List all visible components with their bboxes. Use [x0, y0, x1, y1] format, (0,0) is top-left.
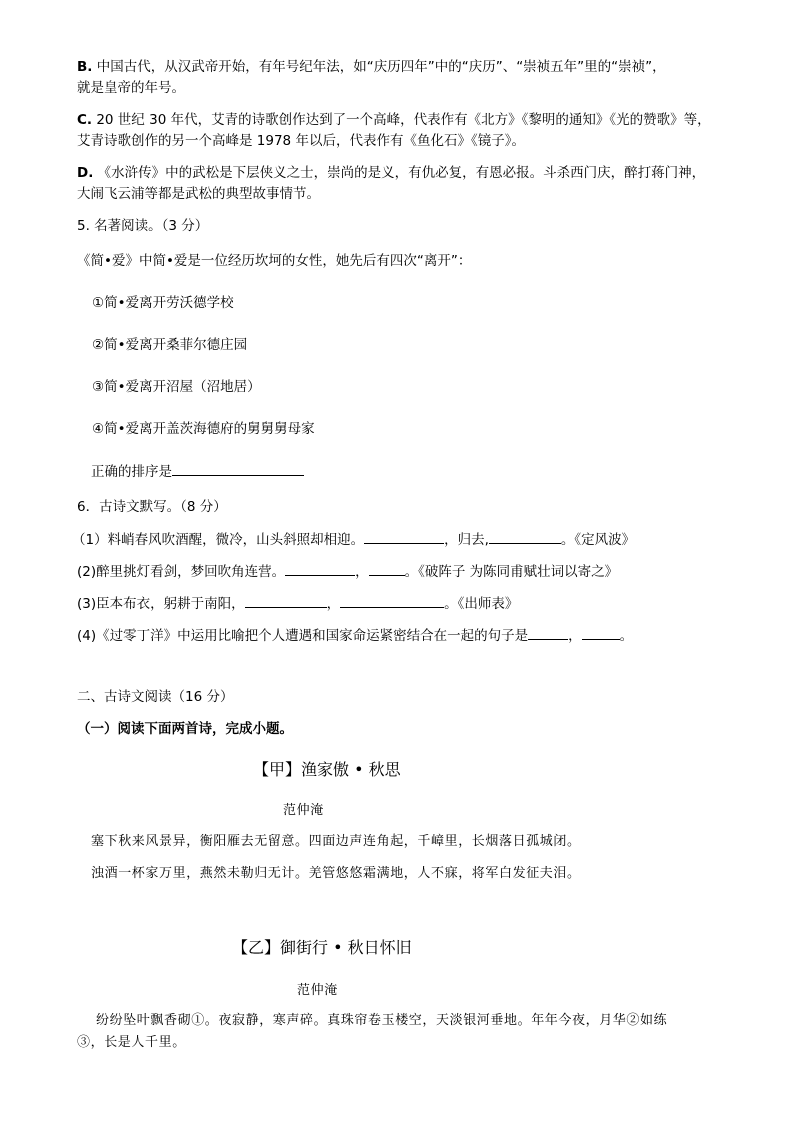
section-2-instruction: （一）阅读下面两首诗，完成小题。	[77, 721, 293, 737]
q5-answer-row	[91, 461, 304, 482]
q6-blank[interactable]	[528, 625, 568, 640]
option-c-letter: C.	[77, 112, 93, 128]
q6-item-4	[77, 625, 633, 646]
option-b-letter: B.	[77, 59, 93, 75]
q6-item-1-mid: ，归去,	[444, 532, 489, 548]
q5-answer-prompt: 正确的排序是	[91, 464, 172, 480]
q5-item: ②简•爱离开桑菲尔德庄园	[92, 337, 248, 353]
q5-item: ①简•爱离开劳沃德学校	[92, 295, 234, 311]
poem-a-author: 范仲淹	[283, 803, 324, 818]
option-b-line-2: 就是皇帝的年号。	[77, 80, 185, 96]
poem-a-line-2: 浊酒一杯家万里，燕然未勒归无计。羌管悠悠霜满地，人不寐，将军白发征夫泪。	[91, 866, 581, 881]
q6-item-1-source: 。《定风波》	[560, 532, 636, 548]
q6-item-4-text: (4)《过零丁洋》中运用比喻把个人遭遇和国家命运紧密结合在一起的句子是	[77, 628, 529, 644]
option-d-line-2: 大闹飞云浦等都是武松的典型故事情节。	[77, 186, 320, 202]
q6-item-3	[77, 593, 518, 614]
q6-item-3-text: (3)臣本布衣，躬耕于南阳，	[77, 596, 245, 612]
q5-intro: 《简•爱》中简•爱是一位经历坎坷的女性，她先后有四次“离开”：	[77, 253, 472, 269]
q6-blank[interactable]	[245, 593, 327, 608]
q6-item-1-text: （1）料峭春风吹酒醒，微冷，山头斜照却相迎。	[72, 532, 365, 548]
q6-item-4-end: 。	[619, 628, 634, 644]
q6-blank[interactable]	[285, 561, 355, 576]
q5-heading: 5. 名著阅读。（3 分）	[77, 218, 209, 234]
option-b-text-1: 中国古代，从汉武帝开始，有年号纪年法，如“庆历四年”中的“庆历”、“崇祯五年”里的“崇祯”，	[92, 59, 666, 75]
option-d-text-1: 《水浒传》中的武松是下层侠义之士，崇尚的是义，有仇必复，有恩必报。斗杀西门庆，醉打蒋门神，	[93, 165, 706, 181]
poem-b-title: 【乙】御街行 • 秋日怀旧	[232, 938, 412, 957]
poem-a-title: 【甲】渔家傲 • 秋思	[253, 760, 401, 779]
option-d-letter: D.	[77, 165, 94, 181]
q6-item-1	[72, 529, 635, 550]
q6-item-2-text: (2)醉里挑灯看剑，梦回吹角连营。	[77, 564, 286, 580]
q6-item-4-mid: ，	[568, 628, 582, 644]
poem-a-line-1: 塞下秋来风景异，衡阳雁去无留意。四面边声连角起，千嶂里，长烟落日孤城闭。	[91, 834, 581, 849]
section-2-heading: 二、古诗文阅读（16 分）	[77, 689, 234, 705]
poem-b-author: 范仲淹	[297, 983, 338, 998]
q6-heading: 6．古诗文默写。（8 分）	[77, 499, 227, 515]
option-c-line-1	[77, 110, 711, 130]
q6-blank[interactable]	[582, 625, 620, 640]
q5-answer-blank[interactable]	[172, 461, 304, 476]
poem-b-line-2: ③，长是人千里。	[77, 1035, 186, 1050]
q6-blank[interactable]	[369, 561, 405, 576]
option-c-line-2: 艾青诗歌创作的另一个高峰是 1978 年以后，代表作有《鱼化石》《镜子》。	[77, 133, 525, 149]
q6-item-3-source: 。《出师表》	[444, 596, 519, 612]
option-c-text-1: 20 世纪 30 年代，艾青的诗歌创作达到了一个高峰，代表作有《北方》《黎明的通知》《光的赞歌》等，	[92, 112, 711, 128]
option-b-line-1	[77, 57, 666, 77]
q6-blank[interactable]	[364, 529, 444, 544]
q5-item: ③简•爱离开沼屋（沼地居）	[92, 379, 261, 395]
option-d-line-1	[77, 163, 705, 183]
q6-item-3-mid: ，	[326, 596, 341, 612]
q6-item-2-source: 。《破阵子 为陈同甫赋壮词以寄之》	[404, 564, 619, 580]
q6-blank[interactable]	[340, 593, 444, 608]
q6-item-2	[77, 561, 618, 582]
q6-blank[interactable]	[489, 529, 561, 544]
q6-item-2-mid: ，	[355, 564, 369, 580]
poem-b-line-1: 纷纷坠叶飘香砌①。夜寂静，寒声碎。真珠帘卷玉楼空，天淡银河垂地。年年今夜，月华②如练	[96, 1013, 668, 1028]
q5-item: ④简•爱离开盖茨海德府的舅舅舅母家	[92, 421, 315, 437]
